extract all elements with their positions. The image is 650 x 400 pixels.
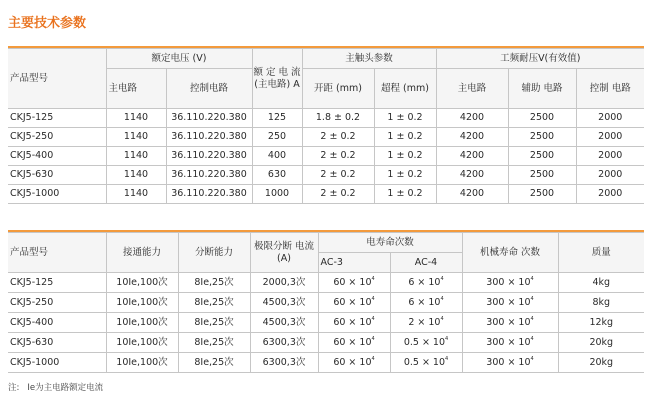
cell-mechanical-life: $300 \times 10^4$	[462, 353, 558, 373]
table-row	[8, 353, 644, 373]
cell-limit-breaking: 6300,3次	[250, 333, 318, 353]
header-main-contact: 主触头参数	[302, 49, 436, 69]
header-model: 产品型号	[8, 49, 106, 109]
footnote-text: Ie为主电路额定电流	[27, 383, 104, 393]
cell-wv-control: 2000	[576, 147, 644, 166]
cell-weight: 12kg	[558, 313, 644, 333]
cell-making: 10Ie,100次	[106, 313, 178, 333]
cell-breaking: 8Ie,25次	[178, 273, 250, 293]
header-wv-control: 控制 电路	[576, 69, 644, 109]
cell-weight: 20kg	[558, 333, 644, 353]
cell-opening: 1.8 ± 0.2	[302, 109, 374, 128]
cell-ac4-life: $0.5 \times 10^4$	[390, 353, 462, 373]
cell-wv-main: 4200	[436, 128, 508, 147]
cell-control-voltage: 36.110.220.380	[166, 128, 252, 147]
footnote	[8, 381, 103, 393]
cell-wv-control: 2000	[576, 128, 644, 147]
cell-model: CKJ5-1000	[8, 353, 106, 373]
cell-breaking: 8Ie,25次	[178, 313, 250, 333]
cell-limit-breaking: 2000,3次	[250, 273, 318, 293]
cell-model: CKJ5-630	[8, 333, 106, 353]
cell-opening: 2 ± 0.2	[302, 147, 374, 166]
header-overtravel: 超程 (mm)	[374, 69, 436, 109]
cell-control-voltage: 36.110.220.380	[166, 185, 252, 204]
cell-mechanical-life: $300 \times 10^4$	[462, 313, 558, 333]
cell-rated-current: 125	[252, 109, 302, 128]
cell-overtravel: 1 ± 0.2	[374, 166, 436, 185]
cell-model: CKJ5-125	[8, 109, 106, 128]
cell-model: CKJ5-250	[8, 128, 106, 147]
table-row	[8, 293, 644, 313]
cell-wv-aux: 2500	[508, 185, 576, 204]
header-rated-voltage: 额定电压 (V)	[106, 49, 252, 69]
cell-control-voltage: 36.110.220.380	[166, 109, 252, 128]
header-limit-breaking-current: 极限分断 电流(A)	[250, 233, 318, 273]
header-electrical-life: 电寿命次数	[318, 233, 462, 253]
cell-making: 10Ie,100次	[106, 293, 178, 313]
cell-making: 10Ie,100次	[106, 353, 178, 373]
cell-wv-aux: 2500	[508, 147, 576, 166]
header-mechanical-life: 机械寿命 次数	[462, 233, 558, 273]
cell-main-voltage: 1140	[106, 185, 166, 204]
header-weight: 质量	[558, 233, 644, 273]
cell-weight: 20kg	[558, 353, 644, 373]
cell-breaking: 8Ie,25次	[178, 333, 250, 353]
cell-model: CKJ5-630	[8, 166, 106, 185]
cell-ac4-life: $2 \times 10^4$	[390, 313, 462, 333]
cell-wv-main: 4200	[436, 147, 508, 166]
cell-limit-breaking: 4500,3次	[250, 293, 318, 313]
technical-parameters-table	[8, 48, 644, 204]
cell-wv-control: 2000	[576, 109, 644, 128]
cell-wv-aux: 2500	[508, 109, 576, 128]
header-breaking-capacity: 分断能力	[178, 233, 250, 273]
header-opening: 开距 (mm)	[302, 69, 374, 109]
section-title: 主要技术参数	[8, 16, 87, 31]
cell-model: CKJ5-250	[8, 293, 106, 313]
header-making-capacity: 接通能力	[106, 233, 178, 273]
table-row	[8, 147, 644, 166]
cell-overtravel: 1 ± 0.2	[374, 147, 436, 166]
cell-wv-aux: 2500	[508, 166, 576, 185]
cell-model: CKJ5-1000	[8, 185, 106, 204]
cell-wv-main: 4200	[436, 109, 508, 128]
cell-model: CKJ5-125	[8, 273, 106, 293]
cell-opening: 2 ± 0.2	[302, 185, 374, 204]
cell-model: CKJ5-400	[8, 147, 106, 166]
cell-ac4-life: $0.5 \times 10^4$	[390, 333, 462, 353]
table-row	[8, 166, 644, 185]
cell-control-voltage: 36.110.220.380	[166, 147, 252, 166]
cell-rated-current: 400	[252, 147, 302, 166]
table-row	[8, 185, 644, 204]
cell-ac4-life: $6 \times 10^4$	[390, 273, 462, 293]
cell-opening: 2 ± 0.2	[302, 128, 374, 147]
header-rated-current: 额 定 电 流 (主电路) A	[252, 49, 302, 109]
cell-rated-current: 1000	[252, 185, 302, 204]
table-row	[8, 109, 644, 128]
cell-rated-current: 250	[252, 128, 302, 147]
header-model: 产品型号	[8, 233, 106, 273]
cell-overtravel: 1 ± 0.2	[374, 185, 436, 204]
cell-breaking: 8Ie,25次	[178, 353, 250, 373]
cell-limit-breaking: 6300,3次	[250, 353, 318, 373]
cell-ac4-life: $6 \times 10^4$	[390, 293, 462, 313]
header-wv-main: 主电路	[436, 69, 508, 109]
cell-ac3-life: $60 \times 10^4$	[318, 273, 390, 293]
cell-ac3-life: $60 \times 10^4$	[318, 293, 390, 313]
cell-control-voltage: 36.110.220.380	[166, 166, 252, 185]
cell-overtravel: 1 ± 0.2	[374, 128, 436, 147]
performance-table	[8, 232, 644, 373]
cell-mechanical-life: $300 \times 10^4$	[462, 273, 558, 293]
cell-main-voltage: 1140	[106, 166, 166, 185]
header-ac4: AC-4	[390, 253, 462, 273]
cell-weight: 8kg	[558, 293, 644, 313]
cell-weight: 4kg	[558, 273, 644, 293]
cell-main-voltage: 1140	[106, 128, 166, 147]
cell-wv-control: 2000	[576, 185, 644, 204]
cell-rated-current: 630	[252, 166, 302, 185]
cell-overtravel: 1 ± 0.2	[374, 109, 436, 128]
header-withstand-voltage: 工频耐压V(有效值)	[436, 49, 644, 69]
table-row	[8, 128, 644, 147]
cell-model: CKJ5-400	[8, 313, 106, 333]
cell-wv-main: 4200	[436, 166, 508, 185]
cell-making: 10Ie,100次	[106, 273, 178, 293]
table-row	[8, 313, 644, 333]
cell-breaking: 8Ie,25次	[178, 293, 250, 313]
header-ac3: AC-3	[318, 253, 390, 273]
cell-ac3-life: $60 \times 10^4$	[318, 353, 390, 373]
cell-wv-aux: 2500	[508, 128, 576, 147]
cell-opening: 2 ± 0.2	[302, 166, 374, 185]
header-control-circuit: 控制电路	[166, 69, 252, 109]
header-wv-aux: 辅助 电路	[508, 69, 576, 109]
cell-ac3-life: $60 \times 10^4$	[318, 313, 390, 333]
cell-mechanical-life: $300 \times 10^4$	[462, 333, 558, 353]
cell-making: 10Ie,100次	[106, 333, 178, 353]
cell-ac3-life: $60 \times 10^4$	[318, 333, 390, 353]
footnote-label: 注:	[8, 383, 20, 393]
table-row	[8, 333, 644, 353]
cell-main-voltage: 1140	[106, 147, 166, 166]
cell-mechanical-life: $300 \times 10^4$	[462, 293, 558, 313]
table-row	[8, 273, 644, 293]
cell-wv-main: 4200	[436, 185, 508, 204]
header-main-circuit: 主电路	[106, 69, 166, 109]
cell-main-voltage: 1140	[106, 109, 166, 128]
cell-wv-control: 2000	[576, 166, 644, 185]
cell-limit-breaking: 4500,3次	[250, 313, 318, 333]
